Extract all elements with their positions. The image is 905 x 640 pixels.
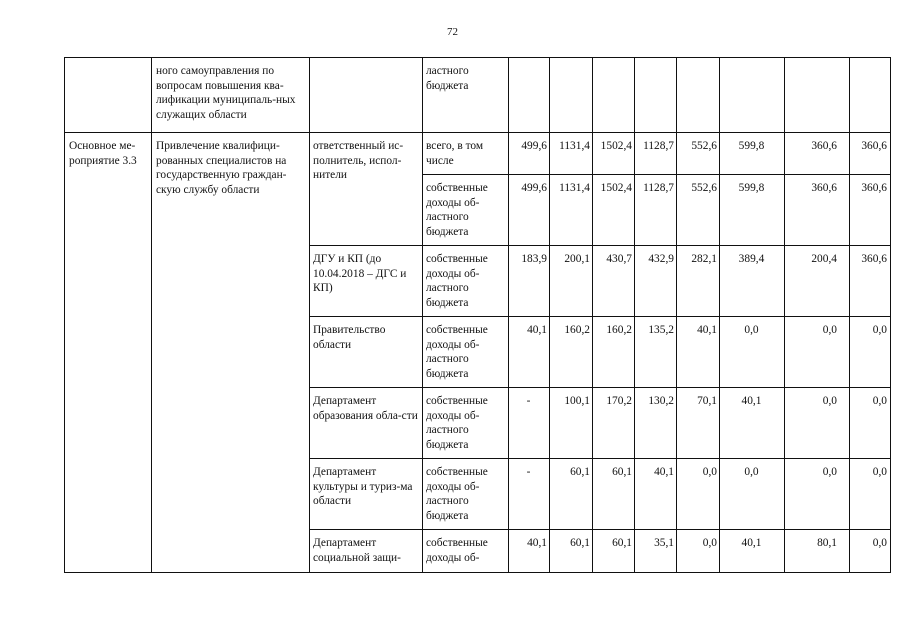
value-cell: 160,2 <box>593 317 635 388</box>
value-cell: 60,1 <box>593 459 635 530</box>
executor-cell: Департамент социальной защи- <box>310 530 423 573</box>
value-cell <box>593 58 635 133</box>
event-cell <box>65 58 152 133</box>
value-cell: 0,0 <box>785 388 850 459</box>
source-cell: собственные доходы об-ластного бюджета <box>423 317 509 388</box>
value-cell: 100,1 <box>550 388 593 459</box>
value-cell: 40,1 <box>509 530 550 573</box>
source-cell: собственные доходы об-ластного бюджета <box>423 175 509 246</box>
value-cell: 499,6 <box>509 175 550 246</box>
executor-cell <box>310 58 423 133</box>
executor-cell: Департамент культуры и туриз-ма области <box>310 459 423 530</box>
value-cell: 40,1 <box>720 530 785 573</box>
value-cell <box>677 58 720 133</box>
value-cell: 0,0 <box>720 317 785 388</box>
value-cell: 1128,7 <box>635 175 677 246</box>
value-cell: 360,6 <box>785 175 850 246</box>
value-cell: 0,0 <box>850 388 891 459</box>
value-cell: - <box>509 388 550 459</box>
value-cell: 60,1 <box>593 530 635 573</box>
value-cell: 40,1 <box>635 459 677 530</box>
executor-cell: ДГУ и КП (до 10.04.2018 – ДГС и КП) <box>310 246 423 317</box>
value-cell: 0,0 <box>677 530 720 573</box>
value-cell: 0,0 <box>785 459 850 530</box>
source-cell: собственные доходы об-ластного бюджета <box>423 246 509 317</box>
event-cell: Основное ме-роприятие 3.3 <box>65 133 152 573</box>
value-cell: 389,4 <box>720 246 785 317</box>
value-cell: 170,2 <box>593 388 635 459</box>
value-cell: 200,1 <box>550 246 593 317</box>
value-cell: 183,9 <box>509 246 550 317</box>
source-cell: собственные доходы об-ластного бюджета <box>423 459 509 530</box>
value-cell: 552,6 <box>677 133 720 175</box>
value-cell: 135,2 <box>635 317 677 388</box>
value-cell: 360,6 <box>785 133 850 175</box>
value-cell <box>550 58 593 133</box>
value-cell: 60,1 <box>550 530 593 573</box>
value-cell: 1131,4 <box>550 133 593 175</box>
value-cell: 499,6 <box>509 133 550 175</box>
value-cell <box>850 58 891 133</box>
value-cell: 70,1 <box>677 388 720 459</box>
value-cell <box>785 58 850 133</box>
value-cell: 432,9 <box>635 246 677 317</box>
value-cell: 60,1 <box>550 459 593 530</box>
source-cell: всего, в том числе <box>423 133 509 175</box>
value-cell: 35,1 <box>635 530 677 573</box>
value-cell: 1128,7 <box>635 133 677 175</box>
value-cell: 0,0 <box>677 459 720 530</box>
value-cell: 282,1 <box>677 246 720 317</box>
value-cell: 0,0 <box>785 317 850 388</box>
budget-table <box>64 57 891 573</box>
executor-cell: ответственный ис-полнитель, испол-нители <box>310 133 423 246</box>
value-cell: 40,1 <box>720 388 785 459</box>
value-cell: 0,0 <box>850 530 891 573</box>
value-cell: 0,0 <box>850 459 891 530</box>
value-cell: 360,6 <box>850 175 891 246</box>
value-cell <box>635 58 677 133</box>
value-cell: 360,6 <box>850 133 891 175</box>
description-cell: Привлечение квалифици-рованных специалистов на государственную граждан-скую службу области <box>152 133 310 573</box>
value-cell: 599,8 <box>720 133 785 175</box>
source-cell: собственные доходы об- <box>423 530 509 573</box>
table-row <box>65 133 891 175</box>
value-cell: 1502,4 <box>593 133 635 175</box>
value-cell: 1131,4 <box>550 175 593 246</box>
value-cell: 599,8 <box>720 175 785 246</box>
page-number: 72 <box>447 26 458 38</box>
source-cell: ластного бюджета <box>423 58 509 133</box>
value-cell: 552,6 <box>677 175 720 246</box>
value-cell: 360,6 <box>850 246 891 317</box>
value-cell: - <box>509 459 550 530</box>
value-cell: 80,1 <box>785 530 850 573</box>
value-cell: 430,7 <box>593 246 635 317</box>
source-cell: собственные доходы об-ластного бюджета <box>423 388 509 459</box>
value-cell: 40,1 <box>509 317 550 388</box>
value-cell: 200,4 <box>785 246 850 317</box>
table-row <box>65 58 891 133</box>
value-cell: 160,2 <box>550 317 593 388</box>
value-cell: 130,2 <box>635 388 677 459</box>
value-cell <box>720 58 785 133</box>
value-cell: 0,0 <box>850 317 891 388</box>
value-cell: 40,1 <box>677 317 720 388</box>
value-cell: 1502,4 <box>593 175 635 246</box>
executor-cell: Правительство области <box>310 317 423 388</box>
value-cell: 0,0 <box>720 459 785 530</box>
description-cell: ного самоуправления по вопросам повышения ква-лификации муниципаль-ных служащих области <box>152 58 310 133</box>
value-cell <box>509 58 550 133</box>
executor-cell: Департамент образования обла-сти <box>310 388 423 459</box>
